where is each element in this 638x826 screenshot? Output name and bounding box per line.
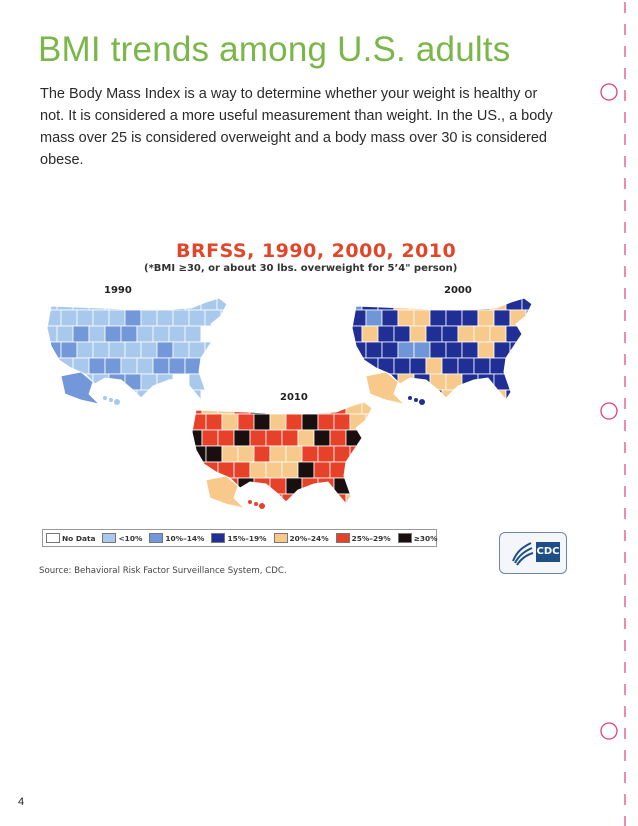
state-region xyxy=(238,478,254,494)
hawaii-island xyxy=(414,398,418,402)
legend-swatch xyxy=(336,533,350,543)
state-region xyxy=(302,446,318,462)
state-region xyxy=(41,390,57,406)
state-region xyxy=(73,326,89,342)
state-region xyxy=(430,374,446,390)
state-region xyxy=(282,398,298,414)
state-region xyxy=(121,294,137,310)
state-region xyxy=(189,310,205,326)
state-region xyxy=(202,430,218,446)
state-region xyxy=(362,494,378,510)
state-region xyxy=(93,342,109,358)
state-region xyxy=(414,342,430,358)
state-region xyxy=(426,390,442,406)
legend-item xyxy=(398,533,438,543)
state-region xyxy=(222,446,238,462)
hawaii-island xyxy=(408,396,412,400)
hawaii-island xyxy=(103,396,107,400)
state-region xyxy=(125,374,141,390)
state-region xyxy=(474,390,490,406)
state-region xyxy=(362,326,378,342)
state-region xyxy=(137,358,153,374)
state-region xyxy=(366,310,382,326)
hawaii-island xyxy=(254,502,258,506)
state-region xyxy=(298,494,314,510)
state-region xyxy=(153,294,169,310)
page-title: BMI trends among U.S. adults xyxy=(38,30,511,69)
state-region xyxy=(186,462,202,478)
legend-swatch xyxy=(102,533,116,543)
figure-source: Source: Behavioral Risk Factor Surveillance System, CDC. xyxy=(39,566,287,576)
state-region xyxy=(266,494,282,510)
state-region xyxy=(478,310,494,326)
legend-label: 20%–24% xyxy=(289,533,329,543)
state-region xyxy=(57,326,73,342)
state-region xyxy=(45,374,61,390)
state-region xyxy=(314,398,330,414)
state-region xyxy=(217,358,233,374)
state-region xyxy=(474,358,490,374)
state-region xyxy=(254,414,270,430)
state-region xyxy=(270,478,286,494)
state-region xyxy=(266,430,282,446)
state-region xyxy=(526,310,542,326)
state-region xyxy=(238,414,254,430)
state-region xyxy=(254,478,270,494)
map-year-2010: 2010 xyxy=(280,392,308,403)
state-region xyxy=(394,358,410,374)
state-region xyxy=(298,430,314,446)
state-region xyxy=(217,326,233,342)
state-region xyxy=(346,494,362,510)
state-region xyxy=(346,326,362,342)
state-region xyxy=(442,390,458,406)
state-region xyxy=(426,294,442,310)
state-region xyxy=(458,358,474,374)
page-number: 4 xyxy=(18,796,25,808)
state-region xyxy=(330,430,346,446)
state-region xyxy=(202,398,218,414)
state-region xyxy=(286,478,302,494)
legend-swatch xyxy=(398,533,412,543)
state-region xyxy=(205,374,221,390)
legend-item xyxy=(102,533,142,543)
state-region xyxy=(169,390,185,406)
state-region xyxy=(266,462,282,478)
state-region xyxy=(350,446,366,462)
legend-item xyxy=(46,533,95,543)
state-region xyxy=(458,390,474,406)
state-region xyxy=(314,462,330,478)
map-year-1990: 1990 xyxy=(104,285,132,296)
state-region xyxy=(206,414,222,430)
state-region xyxy=(414,374,430,390)
state-region xyxy=(446,310,462,326)
state-region xyxy=(398,374,414,390)
state-region xyxy=(346,398,362,414)
state-region xyxy=(137,294,153,310)
state-region xyxy=(121,390,137,406)
state-region xyxy=(105,326,121,342)
legend-label: ≥30% xyxy=(413,533,438,543)
state-region xyxy=(350,478,366,494)
state-region xyxy=(410,294,426,310)
state-region xyxy=(426,358,442,374)
state-region xyxy=(282,494,298,510)
us-map-2010 xyxy=(186,398,396,523)
state-region xyxy=(270,446,286,462)
state-region xyxy=(446,374,462,390)
hhs-eagle-icon xyxy=(509,539,535,567)
state-region xyxy=(201,326,217,342)
state-region xyxy=(522,390,538,406)
state-region xyxy=(318,446,334,462)
state-region xyxy=(446,342,462,358)
state-region xyxy=(362,462,378,478)
state-region xyxy=(205,342,221,358)
state-region xyxy=(506,390,522,406)
state-region xyxy=(266,398,282,414)
state-region xyxy=(462,310,478,326)
state-region xyxy=(61,342,77,358)
state-region xyxy=(173,342,189,358)
state-region xyxy=(366,342,382,358)
state-region xyxy=(141,342,157,358)
us-map-1990 xyxy=(41,294,251,414)
figure-legend xyxy=(42,529,437,547)
state-region xyxy=(506,358,522,374)
legend-item xyxy=(274,533,329,543)
state-region xyxy=(318,414,334,430)
hawaii-island xyxy=(109,398,113,402)
state-region xyxy=(430,310,446,326)
state-region xyxy=(526,374,542,390)
state-region xyxy=(190,478,206,494)
state-region xyxy=(362,430,378,446)
state-region xyxy=(186,494,202,510)
state-region xyxy=(201,358,217,374)
figure-title: BRFSS, 1990, 2000, 2010 xyxy=(176,240,457,262)
state-region xyxy=(298,398,314,414)
state-region xyxy=(153,390,169,406)
state-region xyxy=(89,326,105,342)
state-region xyxy=(330,494,346,510)
state-region xyxy=(314,430,330,446)
state-region xyxy=(410,358,426,374)
state-region xyxy=(366,478,382,494)
state-region xyxy=(414,310,430,326)
state-region xyxy=(378,326,394,342)
state-region xyxy=(474,326,490,342)
state-region xyxy=(169,294,185,310)
state-region xyxy=(125,310,141,326)
state-region xyxy=(61,310,77,326)
state-region xyxy=(286,446,302,462)
state-region xyxy=(41,294,57,310)
state-region xyxy=(234,430,250,446)
state-region xyxy=(394,326,410,342)
state-region xyxy=(350,374,366,390)
legend-label: 15%–19% xyxy=(227,533,267,543)
state-region xyxy=(430,342,446,358)
state-region xyxy=(506,326,522,342)
state-region xyxy=(334,414,350,430)
state-region xyxy=(206,446,222,462)
state-region xyxy=(105,294,121,310)
state-region xyxy=(125,342,141,358)
state-region xyxy=(201,294,217,310)
binder-hole xyxy=(601,403,617,419)
state-region xyxy=(109,310,125,326)
state-region xyxy=(302,414,318,430)
state-region xyxy=(89,358,105,374)
state-region xyxy=(346,294,362,310)
state-region xyxy=(510,374,526,390)
state-region xyxy=(254,446,270,462)
legend-item xyxy=(336,533,391,543)
state-region xyxy=(410,326,426,342)
state-region xyxy=(506,294,522,310)
state-region xyxy=(185,326,201,342)
state-region xyxy=(121,326,137,342)
state-region xyxy=(157,310,173,326)
state-region xyxy=(77,310,93,326)
state-region xyxy=(346,358,362,374)
hawaii-island xyxy=(114,399,120,405)
state-region xyxy=(366,446,382,462)
state-region xyxy=(221,342,237,358)
state-region xyxy=(186,430,202,446)
state-region xyxy=(282,430,298,446)
state-region xyxy=(522,326,538,342)
state-region xyxy=(186,398,202,414)
hawaii-island xyxy=(419,399,425,405)
legend-item xyxy=(211,533,266,543)
state-region xyxy=(522,358,538,374)
legend-label: <10% xyxy=(118,533,143,543)
state-region xyxy=(173,310,189,326)
state-region xyxy=(346,430,362,446)
state-region xyxy=(57,294,73,310)
state-region xyxy=(442,294,458,310)
state-region xyxy=(494,310,510,326)
legend-swatch xyxy=(274,533,288,543)
cdc-logo xyxy=(499,532,567,574)
state-region xyxy=(169,326,185,342)
state-region xyxy=(398,342,414,358)
legend-item xyxy=(149,533,204,543)
hawaii-island xyxy=(259,503,265,509)
state-region xyxy=(282,462,298,478)
state-region xyxy=(270,414,286,430)
state-region xyxy=(109,374,125,390)
state-region xyxy=(141,374,157,390)
legend-label: 25%–29% xyxy=(351,533,391,543)
state-region xyxy=(222,414,238,430)
state-region xyxy=(382,342,398,358)
state-region xyxy=(234,462,250,478)
state-region xyxy=(458,326,474,342)
state-region xyxy=(105,358,121,374)
state-region xyxy=(250,398,266,414)
state-region xyxy=(366,414,382,430)
legend-swatch xyxy=(211,533,225,543)
state-region xyxy=(398,310,414,326)
legend-label: 10%–14% xyxy=(165,533,205,543)
state-region xyxy=(77,342,93,358)
binder-hole xyxy=(601,84,617,100)
state-region xyxy=(478,342,494,358)
state-region xyxy=(238,446,254,462)
state-region xyxy=(458,294,474,310)
state-region xyxy=(109,342,125,358)
state-region xyxy=(346,462,362,478)
state-region xyxy=(474,294,490,310)
state-region xyxy=(141,310,157,326)
state-region xyxy=(526,342,542,358)
us-map-2000 xyxy=(346,294,556,414)
state-region xyxy=(298,462,314,478)
brfss-figure xyxy=(36,236,576,581)
state-region xyxy=(41,326,57,342)
state-region xyxy=(157,342,173,358)
hawaii-island xyxy=(248,500,252,504)
state-region xyxy=(382,310,398,326)
intro-paragraph: The Body Mass Index is a way to determine whether your weight is healthy or not. It is considered a more useful measurement than weight. In the US., a body mass over 25 is considered overweight and a body mass over 30 is considered obese. xyxy=(40,86,553,168)
state-region xyxy=(510,342,526,358)
state-region xyxy=(137,326,153,342)
cdc-wordmark: CDC xyxy=(536,542,560,562)
legend-swatch xyxy=(46,533,60,543)
map-year-2000: 2000 xyxy=(444,285,472,296)
state-region xyxy=(442,326,458,342)
state-region xyxy=(221,374,237,390)
state-region xyxy=(93,310,109,326)
state-region xyxy=(426,326,442,342)
state-region xyxy=(121,358,137,374)
state-region xyxy=(462,342,478,358)
state-region xyxy=(442,358,458,374)
state-region xyxy=(314,494,330,510)
binder-holes xyxy=(600,0,638,826)
state-region xyxy=(250,430,266,446)
state-region xyxy=(250,462,266,478)
state-region xyxy=(153,326,169,342)
legend-swatch xyxy=(149,533,163,543)
state-region xyxy=(169,358,185,374)
state-region xyxy=(218,430,234,446)
state-region xyxy=(221,310,237,326)
state-region xyxy=(153,358,169,374)
state-region xyxy=(490,326,506,342)
state-region xyxy=(137,390,153,406)
state-region xyxy=(362,294,378,310)
figure-subtitle: (*BMI ≥30, or about 30 lbs. overweight for 5’4" person) xyxy=(144,263,458,274)
state-region xyxy=(41,358,57,374)
state-region xyxy=(490,390,506,406)
state-region xyxy=(93,374,109,390)
state-region xyxy=(286,414,302,430)
binder-hole xyxy=(601,723,617,739)
legend-label: No Data xyxy=(62,533,96,543)
